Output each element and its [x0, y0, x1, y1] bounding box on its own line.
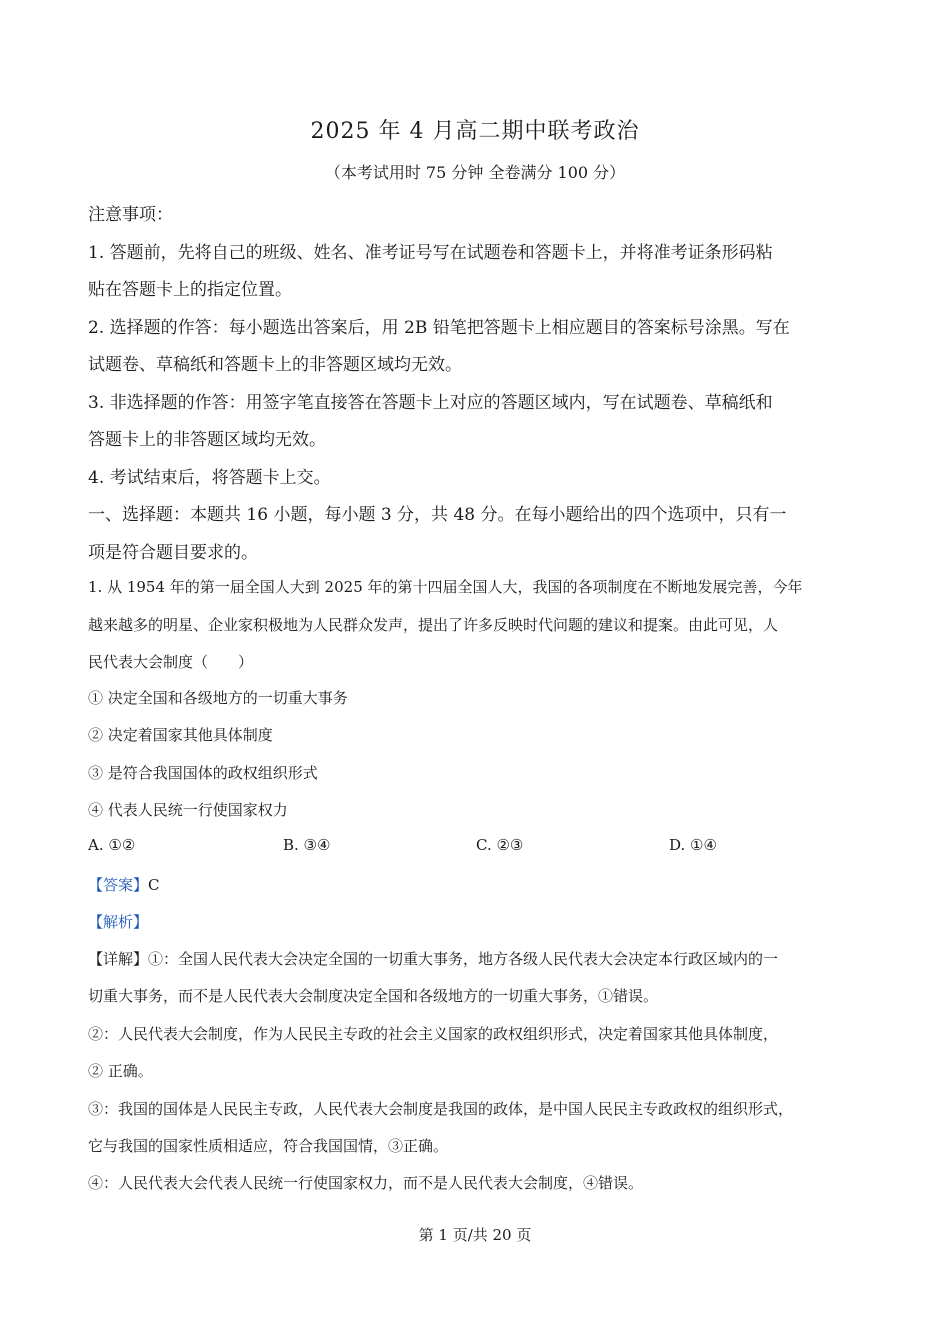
- detail-line: ②：人民代表大会制度，作为人民民主专政的社会主义国家的政权组织形式，决定着国家其他具体制度，: [88, 1025, 779, 1043]
- analysis-tag: 【解析】: [88, 913, 149, 931]
- question-item: ④ 代表人民统一行使国家权力: [88, 801, 288, 819]
- detail-line: 它与我国的国家性质相适应，符合我国国情，③正确。: [88, 1137, 449, 1155]
- notice-line: 2. 选择题的作答：每小题选出答案后，用 2B 铅笔把答题卡上相应题目的答案标号涂黑。写在: [88, 318, 790, 338]
- notice-line: 试题卷、草稿纸和答题卡上的非答题区域均无效。: [88, 355, 462, 375]
- notice-line: 4. 考试结束后，将答题卡上交。: [88, 468, 331, 488]
- notice-line: 3. 非选择题的作答：用签字笔直接答在答题卡上对应的答题区域内，写在试题卷、草稿纸和: [88, 393, 773, 413]
- notice-line: 贴在答题卡上的指定位置。: [88, 280, 292, 300]
- detail-line: ③：我国的国体是人民民主专政，人民代表大会制度是我国的政体，是中国人民民主专政政权的组织形式，: [88, 1100, 794, 1118]
- question-stem: 1. 从 1954 年的第一届全国人大到 2025 年的第十四届全国人大，我国的各项制度在不断地发展完善，今年: [88, 578, 803, 596]
- detail-text: ①：全国人民代表大会决定全国的一切重大事务，地方各级人民代表大会决定本行政区域内的一: [148, 950, 779, 968]
- answer-tag: 【答案】: [88, 876, 149, 894]
- question-item: ③ 是符合我国国体的政权组织形式: [88, 764, 318, 782]
- notice-line: 1. 答题前，先将自己的班级、姓名、准考证号写在试题卷和答题卡上，并将准考证条形码粘: [88, 243, 773, 263]
- notice-heading: 注意事项：: [88, 205, 173, 225]
- section-heading-cont: 项是符合题目要求的。: [88, 543, 258, 563]
- option-d: D. ①④: [669, 836, 717, 854]
- detail-line: [88, 948, 878, 969]
- page-title: 2025 年 4 月高二期中联考政治: [310, 119, 640, 144]
- answer-value: C: [148, 876, 160, 894]
- question-stem: 越来越多的明星、企业家积极地为人民群众发声，提出了许多反映时代问题的建议和提案。由此可见，人: [88, 616, 779, 634]
- option-a: A. ①②: [88, 836, 136, 854]
- answer-line: [88, 874, 878, 895]
- page-subtitle: （本考试用时 75 分钟 全卷满分 100 分）: [324, 163, 626, 182]
- option-c: C. ②③: [476, 836, 524, 854]
- notice-line: 答题卡上的非答题区域均无效。: [88, 430, 326, 450]
- detail-line: ② 正确。: [88, 1062, 153, 1080]
- question-item: ① 决定全国和各级地方的一切重大事务: [88, 689, 348, 707]
- question-item: ② 决定着国家其他具体制度: [88, 726, 273, 744]
- section-heading: 一、选择题：本题共 16 小题，每小题 3 分，共 48 分。在每小题给出的四个选项中，只有一: [88, 505, 787, 525]
- detail-line: ④：人民代表大会代表人民统一行使国家权力，而不是人民代表大会制度，④错误。: [88, 1174, 644, 1192]
- question-stem: 民代表大会制度（ ）: [88, 653, 254, 671]
- option-b: B. ③④: [283, 836, 331, 854]
- page-number: 第 1 页/共 20 页: [418, 1226, 532, 1244]
- detail-line: 切重大事务，而不是人民代表大会制度决定全国和各级地方的一切重大事务，①错误。: [88, 987, 659, 1005]
- detail-tag: 【详解】: [88, 950, 149, 968]
